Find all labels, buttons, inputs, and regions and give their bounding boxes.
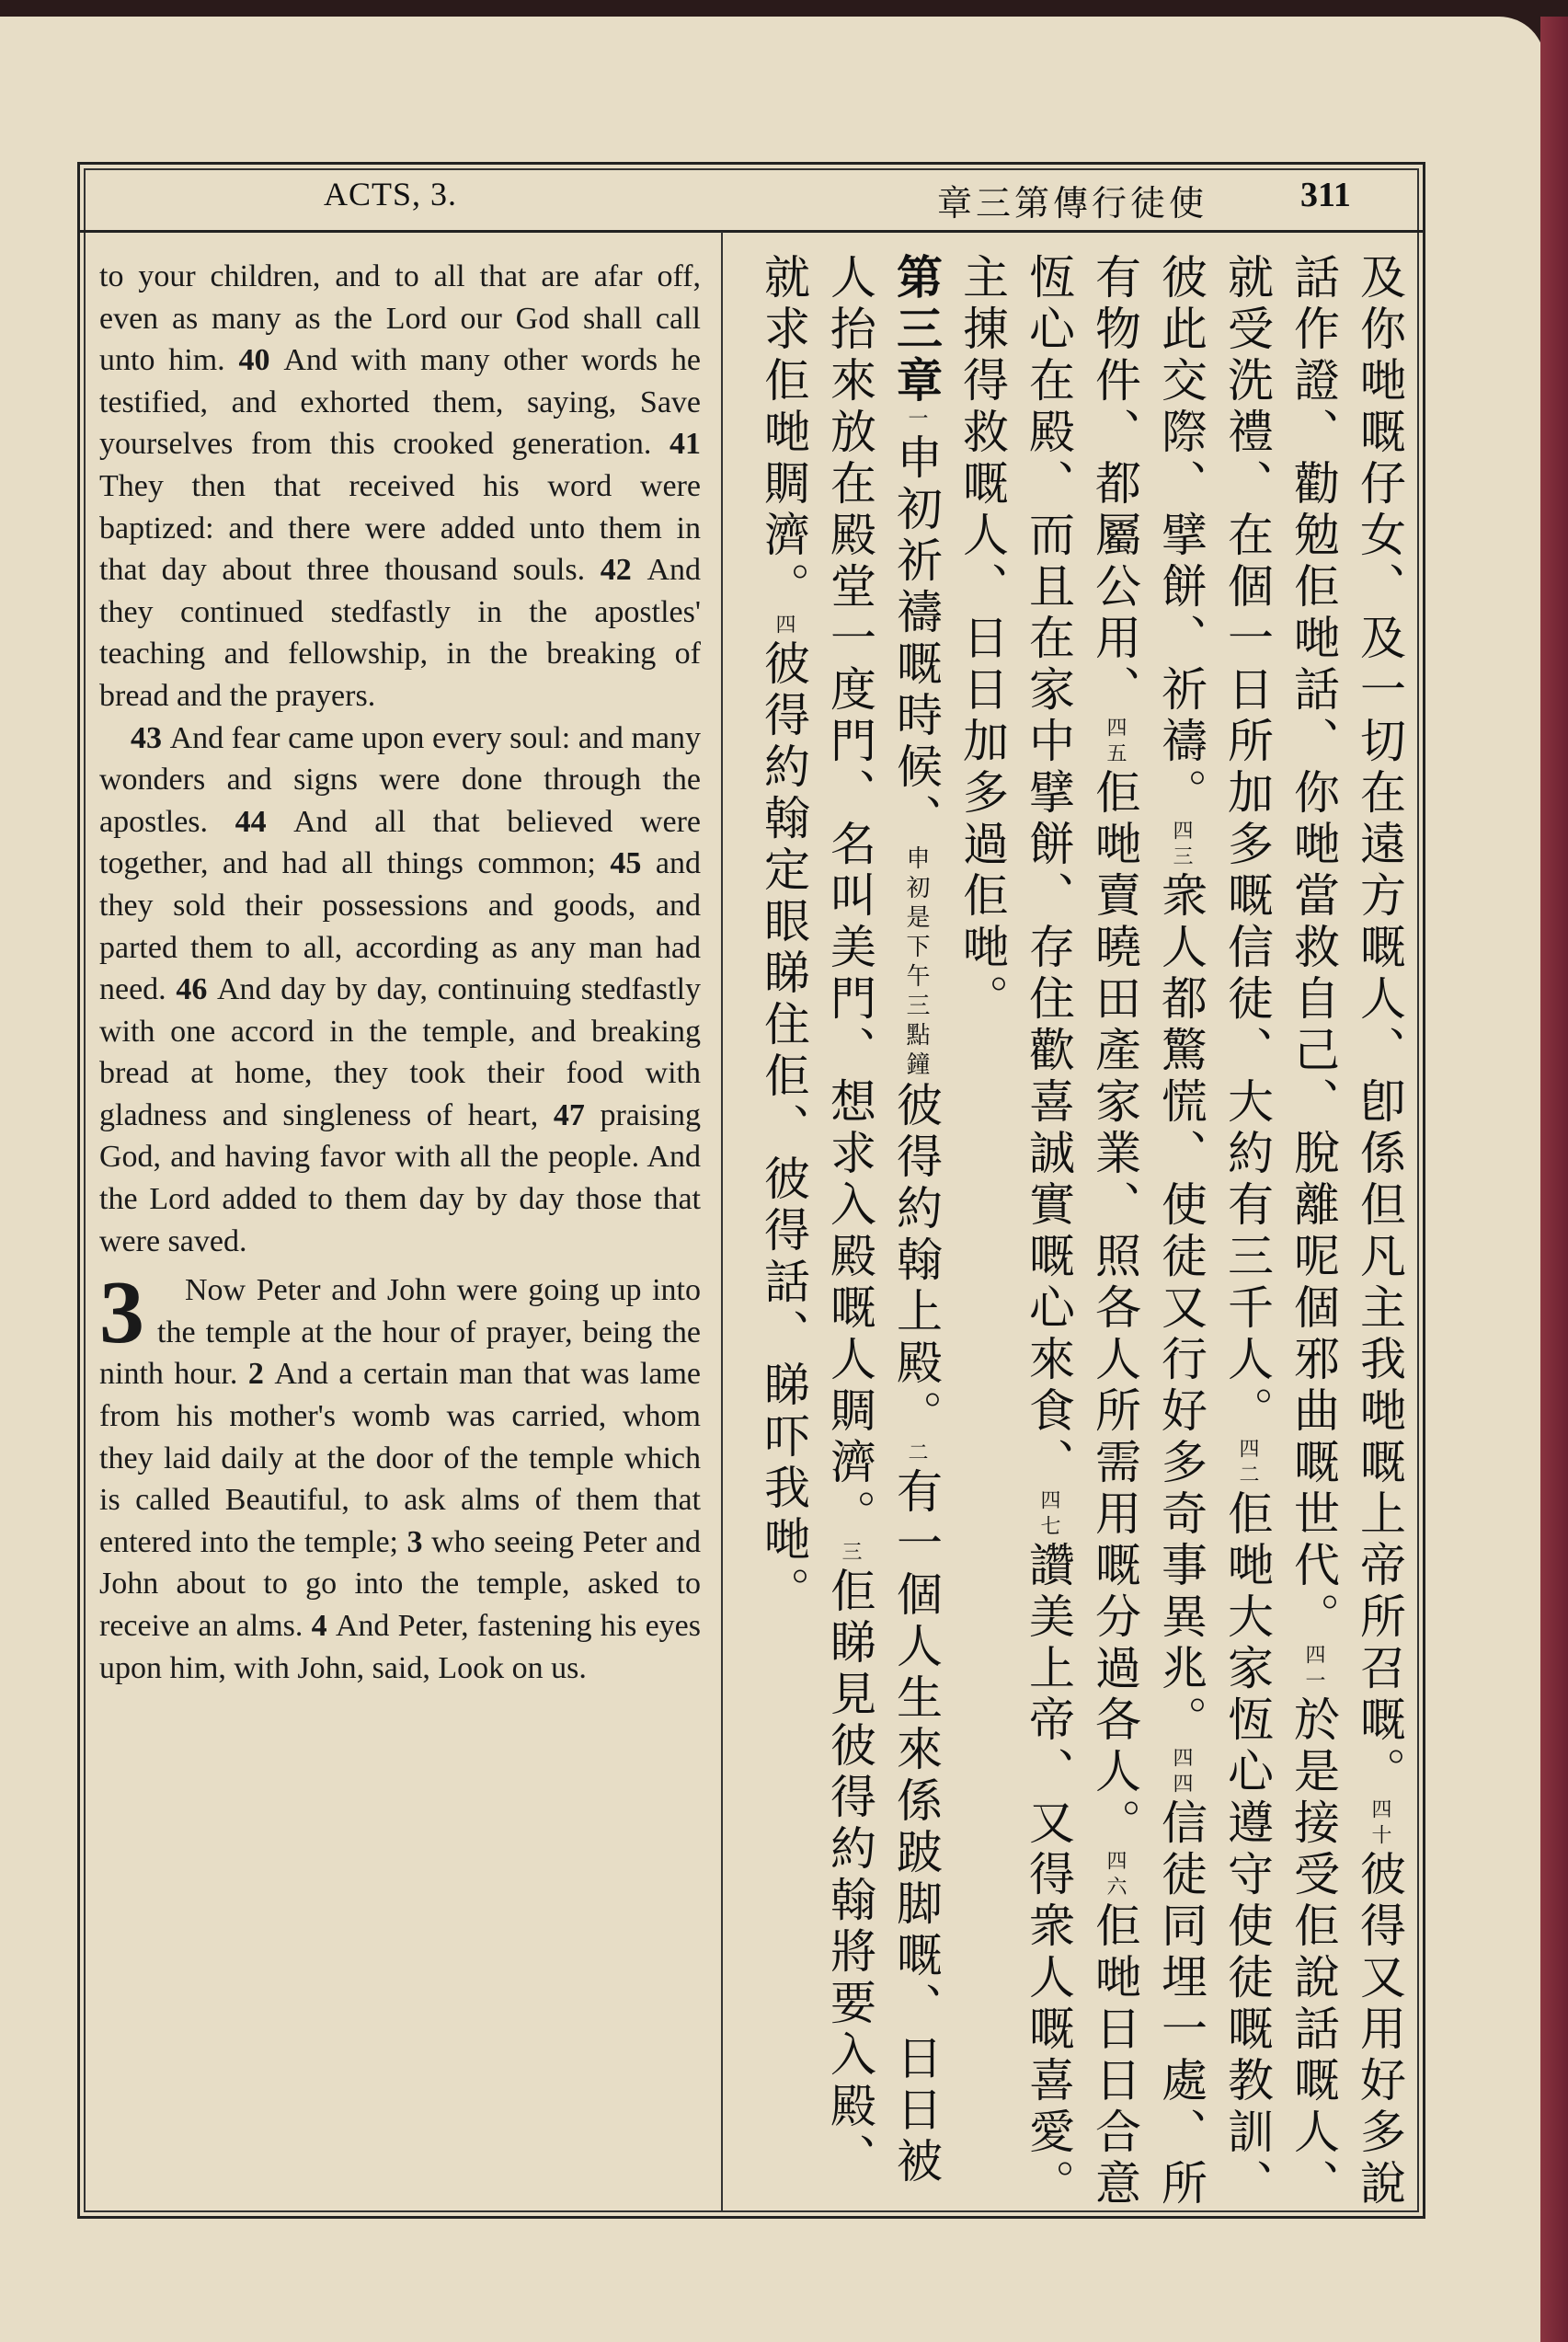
chinese-verse-text: 信徒同埋一處、所有物件、都屬公用、	[1088, 253, 1207, 2210]
verse-number: 3	[406, 1524, 432, 1559]
chinese-verse-text: 及你哋嘅仔女、及一切在遠方嘅人、卽係但凡主我哋嘅上帝所召嘅。	[1353, 253, 1406, 1798]
verse-marker: 四十	[1368, 1798, 1391, 1850]
english-column	[99, 256, 701, 1689]
header-english-title: ACTS, 3.	[324, 176, 458, 212]
chinese-verse-text: 讚美上帝、又得衆人嘅	[1022, 1541, 1075, 2056]
english-text-block	[99, 256, 701, 718]
chinese-verse-text: 脫離呢個邪曲嘅世代。	[1287, 1129, 1340, 1644]
chapter-3-start	[99, 1263, 702, 1689]
chinese-verse-text: 門、想求入殿嘅人賙濟。	[823, 974, 876, 1541]
verse-marker: 四二	[1236, 1438, 1259, 1489]
verse-marker: 三	[839, 1541, 862, 1567]
chinese-chapter-title: 第三章	[889, 253, 943, 408]
verse-text: And fear came upon every soul: and many wonders and signs were done through the apostles.	[99, 720, 702, 839]
verse-text: They then that received his word were baptized: and there were added unto them in that day about three thousand souls.	[99, 468, 701, 588]
verse-number: 4	[311, 1609, 336, 1643]
column-divider	[721, 232, 723, 2211]
chinese-verse-text: 衆人都驚慌、使徒又行好多奇事異兆。	[1154, 871, 1207, 1747]
chinese-verse-text: 佢睇見彼得約翰將要入殿、就求佢哋賙濟。	[757, 253, 876, 2185]
verse-number: 47	[553, 1097, 601, 1132]
verse-text: And all that believed were together, and had all things common;	[99, 804, 702, 881]
page-number: 311	[1300, 176, 1351, 214]
verse-number: 42	[600, 553, 647, 588]
verse-text: And day by day, continuing stedfastly with one accord in the temple, and breaking bread at home, they took their food with gladness and singleness of heart,	[99, 972, 702, 1132]
verse-number: 45	[610, 846, 656, 881]
english-text-block	[99, 718, 701, 1263]
verse-number: 41	[670, 427, 701, 462]
chinese-verse-text: 佢哋大家恆心遵守使徒	[1220, 1489, 1274, 2004]
verse-marker: 四一	[1302, 1644, 1325, 1695]
verse-marker: 一	[905, 408, 928, 433]
chinese-chapter-3	[750, 253, 949, 2212]
chinese-verse-text: 彼得約翰上殿。	[889, 1081, 943, 1441]
chinese-verse-text: 嘅教訓、彼此交際、擘餅、祈禱。	[1154, 253, 1274, 2210]
verse-marker: 四七	[1037, 1489, 1060, 1541]
verse-number: 2	[247, 1357, 275, 1392]
chinese-column	[736, 253, 1413, 2212]
chinese-verse-text: 佢哋日日合意恆心在殿、而且在家中擘餅、存住歡喜誠實嘅心來食、	[1022, 253, 1141, 2210]
chinese-verse-text: 業、照各人所需用嘅分過各人。	[1088, 1129, 1141, 1850]
chinese-footnote: 申初是下午三點鐘	[902, 845, 930, 1081]
verse-text: And Peter, fastening his eyes upon him, with John, said, Look on us.	[99, 1609, 702, 1685]
chinese-verse-text: 彼得約翰定眼睇住佢、彼得話、睇吓我哋。	[757, 639, 810, 1618]
verse-marker: 四三	[1170, 820, 1193, 871]
verse-number: 44	[235, 804, 294, 839]
chinese-verse-text: 佢哋賣曉田產家	[1088, 768, 1141, 1129]
verse-text: and they sold their possessions and goods, and parted them to all, according as any man had need.	[99, 846, 701, 1007]
verse-text: And a certain man that was lame from his mother's womb was carried, whom they laid daily at the door of the temple which is called Beautiful, to ask alms of them that entered into the temple;	[99, 1357, 702, 1559]
verse-marker: 四	[773, 614, 795, 639]
chinese-verse-text: 申初祈禱嘅時候、	[889, 433, 943, 845]
verse-marker: 四六	[1104, 1850, 1127, 1901]
verse-text: who seeing Peter and John about to go into the temple, asked to receive an alms.	[99, 1524, 701, 1643]
verse-number: 40	[238, 343, 284, 378]
verse-text: And they continued stedfastly in the apostles' teaching and fellowship, in the breaking of bread and the prayers.	[99, 553, 701, 713]
verse-text: praising God, and having favor with all the people. And the Lord added to them day by day those that were saved.	[99, 1097, 701, 1258]
header-chinese-title: 章三第傳行徒使	[937, 185, 1208, 224]
verse-39-continued: to your children, and to all that are afar off, even as many as the Lord our God shall call unto him.	[99, 259, 701, 378]
verse-text: And with many other words he testified, and exhorted them, saying, Save yourselves from this crooked generation.	[99, 343, 701, 462]
book-spine	[1540, 17, 1568, 2342]
chinese-verse-text: 喜愛。主㨂得救嘅人、日日加多過佢哋。	[956, 253, 1075, 2210]
chinese-verse-text: 彼得又用好多說話作證、勸勉佢哋話、你哋當救自己、	[1287, 253, 1406, 2210]
chinese-verse-text: 於是接受佢說話嘅人、就受洗禮、在個一日所加多嘅信徒、大約有三千人。	[1220, 253, 1340, 2210]
chapter-drop-cap: 3	[99, 1263, 144, 1363]
verse-text: Now Peter and John were going up into the temple at the hour of prayer, being the ninth hour.	[99, 1273, 701, 1392]
verse-marker: 四五	[1104, 717, 1127, 768]
chinese-text-block	[949, 253, 1413, 2212]
running-header	[77, 162, 1425, 233]
verse-number: 46	[176, 972, 217, 1007]
verse-marker: 二	[905, 1441, 928, 1467]
chinese-verse-text: 有一個人生來係跛脚嘅、日日被人抬來放在殿堂一度門、名叫美	[823, 253, 943, 2188]
verse-number: 43	[131, 720, 170, 755]
verse-marker: 四四	[1170, 1747, 1193, 1798]
